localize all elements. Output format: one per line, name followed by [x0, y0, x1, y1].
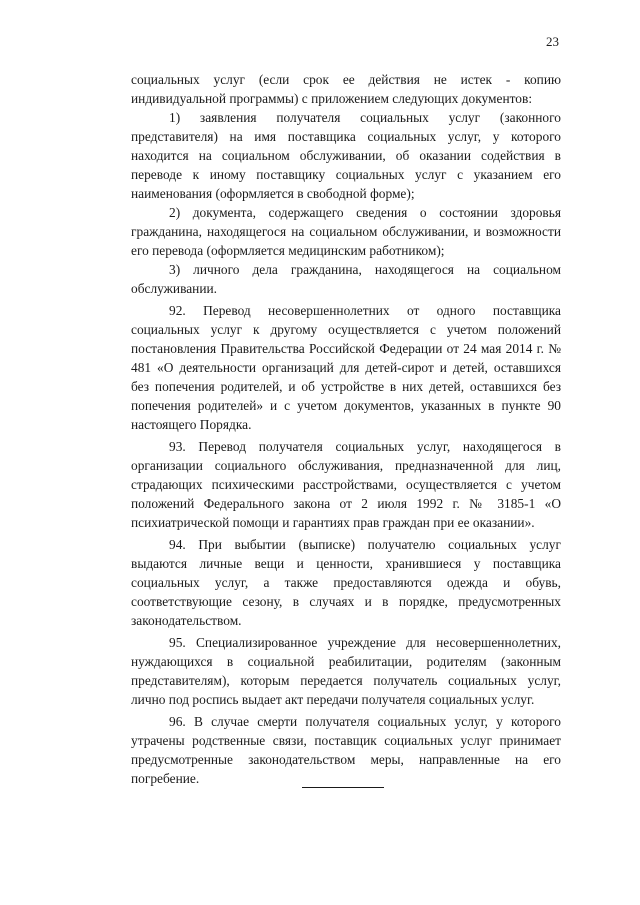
list-item-personal-file: 3) личного дела гражданина, находящегося на социальном обслуживании. [131, 262, 561, 296]
document-body [131, 70, 561, 788]
clause-95: 95. Специализированное учреждение для несовершеннолетних, нуждающихся в социальной реабилитации, родителям (законным представителям), которым передается получатель социальных услуг, лично под роспись выдает акт передачи получателя социальных услуг. [131, 635, 561, 707]
list-item-health-document: 2) документа, содержащего сведения о состоянии здоровья гражданина, находящегося на социальном обслуживании, и возможности его перевода (оформляется медицинским работником); [131, 205, 561, 258]
clause-93: 93. Перевод получателя социальных услуг, находящегося в организации социального обслуживания, предназначенной для лиц, страдающих психическими расстройствами, осуществляется с учетом положений Федерального закона от 2 июля 1992 г. № 3185-1 «О психиатрической помощи и гарантиях прав граждан при ее оказании». [131, 439, 561, 530]
paragraph-continuation: социальных услуг (если срок ее действия не истек - копию индивидуальной программы) с приложением следующих документов: [131, 72, 561, 106]
clause-94: 94. При выбытии (выписке) получателю социальных услуг выдаются личные вещи и ценности, хранившиеся у поставщика социальных услуг, а также предоставляются одежда и обувь, соответствующие сезону, в случаях и в порядке, предусмотренных законодательством. [131, 537, 561, 628]
clause-96: 96. В случае смерти получателя социальных услуг, у которого утрачены родственные связи, поставщик социальных услуг принимает предусмотренные законодательством меры, направленные на его погребение. [131, 714, 561, 786]
page-number: 23 [546, 34, 559, 49]
end-of-document-rule [302, 787, 384, 788]
clause-92: 92. Перевод несовершеннолетних от одного поставщика социальных услуг к другому осуществляется с учетом положений постановления Правительства Российской Федерации от 24 мая 2014 г. № 481 «О деятельности организаций для детей-сирот и детей, оставшихся без попечения родителей, и об устройстве в них детей, оставшихся без попечения родителей» и с учетом документов, указанных в пункте 90 настоящего Порядка. [131, 303, 561, 432]
list-item-application: 1) заявления получателя социальных услуг (законного представителя) на имя поставщика социальных услуг, у которого находится на социальном обслуживании, об оказании содействия в переводе к иному поставщику социальных услуг с указанием его наименования (оформляется в свободной форме); [131, 110, 561, 201]
